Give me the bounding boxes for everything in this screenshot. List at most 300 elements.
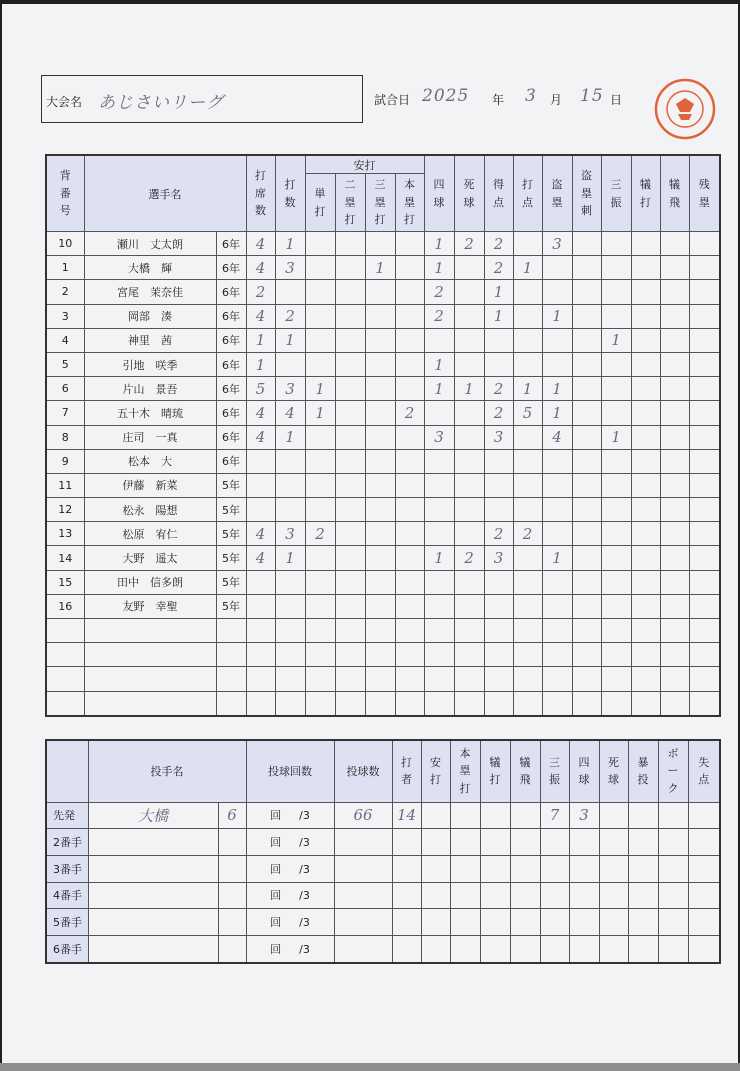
stat-cell[interactable] [631,619,660,643]
stat-cell[interactable] [484,498,513,522]
stat-cell[interactable] [365,498,395,522]
stat-cell[interactable] [601,256,631,280]
stat-cell[interactable] [631,401,660,425]
stat-cell[interactable]: 2 [484,377,513,401]
stat-cell[interactable] [365,522,395,546]
pitch-stat-cell[interactable] [540,855,569,882]
innings-cell[interactable] [246,935,334,962]
pitcher-name[interactable] [88,829,218,856]
pitch-stat-cell[interactable] [510,909,540,936]
stat-cell[interactable] [601,667,631,691]
stat-cell[interactable]: 1 [513,256,542,280]
stat-cell[interactable] [601,352,631,376]
stat-cell[interactable] [335,280,365,304]
stat-cell[interactable] [484,594,513,618]
pitch-stat-cell[interactable]: 7 [540,802,569,829]
stat-cell[interactable] [335,449,365,473]
stat-cell[interactable] [365,377,395,401]
pitch-count[interactable] [334,882,392,909]
pitcher-name[interactable] [88,855,218,882]
stat-cell[interactable] [335,594,365,618]
pitch-stat-cell[interactable] [421,882,450,909]
pitch-count[interactable] [334,935,392,962]
stat-cell[interactable] [542,594,572,618]
stat-cell[interactable]: 3 [424,425,454,449]
stat-cell[interactable] [601,304,631,328]
stat-cell[interactable]: 3 [275,377,305,401]
stat-cell[interactable]: 1 [542,546,572,570]
stat-cell[interactable] [689,691,720,716]
stat-cell[interactable]: 1 [424,256,454,280]
pitch-stat-cell[interactable] [628,909,658,936]
stat-cell[interactable] [660,522,689,546]
stat-cell[interactable] [305,643,335,667]
stat-cell[interactable] [454,570,484,594]
stat-cell[interactable]: 2 [424,280,454,304]
pitch-stat-cell[interactable] [599,882,628,909]
stat-cell[interactable]: 1 [365,256,395,280]
stat-cell[interactable] [542,498,572,522]
stat-cell[interactable] [601,619,631,643]
stat-cell[interactable] [572,570,601,594]
stat-cell[interactable]: 1 [424,377,454,401]
pitch-stat-cell[interactable] [628,882,658,909]
stat-cell[interactable] [365,594,395,618]
stat-cell[interactable] [631,304,660,328]
stat-cell[interactable]: 5 [513,401,542,425]
stat-cell[interactable] [689,594,720,618]
stat-cell[interactable] [660,667,689,691]
innings-cell[interactable] [246,802,334,829]
pitcher-name[interactable]: 大橋 [88,802,218,829]
stat-cell[interactable] [246,473,275,497]
stat-cell[interactable]: 1 [424,352,454,376]
stat-cell[interactable] [601,594,631,618]
stat-cell[interactable] [454,594,484,618]
stat-cell[interactable] [513,425,542,449]
stat-cell[interactable]: 3 [275,522,305,546]
pitcher-number[interactable] [218,909,246,936]
stat-cell[interactable] [335,377,365,401]
stat-cell[interactable] [572,619,601,643]
stat-cell[interactable] [660,232,689,256]
stat-cell[interactable] [689,449,720,473]
pitch-stat-cell[interactable] [658,882,688,909]
stat-cell[interactable] [335,352,365,376]
stat-cell[interactable] [305,256,335,280]
pitcher-number[interactable]: 6 [218,802,246,829]
stat-cell[interactable] [631,522,660,546]
pitch-stat-cell[interactable] [540,882,569,909]
stat-cell[interactable] [335,619,365,643]
pitch-stat-cell[interactable] [450,802,480,829]
stat-cell[interactable] [572,377,601,401]
stat-cell[interactable] [601,473,631,497]
stat-cell[interactable] [572,256,601,280]
stat-cell[interactable] [305,425,335,449]
stat-cell[interactable] [572,498,601,522]
stat-cell[interactable]: 4 [246,256,275,280]
stat-cell[interactable] [335,667,365,691]
pitcher-name[interactable] [88,882,218,909]
stat-cell[interactable] [484,619,513,643]
stat-cell[interactable]: 5 [246,377,275,401]
stat-cell[interactable] [454,643,484,667]
stat-cell[interactable] [365,328,395,352]
pitch-stat-cell[interactable] [480,802,510,829]
stat-cell[interactable] [689,546,720,570]
stat-cell[interactable] [660,377,689,401]
stat-cell[interactable]: 1 [513,377,542,401]
stat-cell[interactable] [335,304,365,328]
pitch-count[interactable] [334,829,392,856]
pitch-stat-cell[interactable] [688,855,720,882]
stat-cell[interactable] [365,570,395,594]
pitcher-number[interactable] [218,829,246,856]
stat-cell[interactable] [660,256,689,280]
stat-cell[interactable] [660,594,689,618]
stat-cell[interactable]: 1 [454,377,484,401]
pitch-stat-cell[interactable] [480,909,510,936]
stat-cell[interactable] [689,498,720,522]
stat-cell[interactable] [601,498,631,522]
pitch-stat-cell[interactable] [421,802,450,829]
stat-cell[interactable] [542,667,572,691]
pitch-stat-cell[interactable] [688,909,720,936]
stat-cell[interactable] [395,570,424,594]
stat-cell[interactable] [275,594,305,618]
stat-cell[interactable] [335,498,365,522]
stat-cell[interactable] [542,473,572,497]
stat-cell[interactable] [424,473,454,497]
pitch-stat-cell[interactable] [658,909,688,936]
pitcher-number[interactable] [218,882,246,909]
stat-cell[interactable] [689,401,720,425]
pitch-stat-cell[interactable] [392,855,421,882]
stat-cell[interactable] [601,280,631,304]
stat-cell[interactable] [424,643,454,667]
stat-cell[interactable] [395,377,424,401]
stat-cell[interactable] [335,570,365,594]
stat-cell[interactable] [542,280,572,304]
stat-cell[interactable]: 4 [542,425,572,449]
stat-cell[interactable] [305,619,335,643]
stat-cell[interactable] [542,691,572,716]
pitch-stat-cell[interactable] [392,909,421,936]
stat-cell[interactable]: 1 [305,377,335,401]
stat-cell[interactable] [572,594,601,618]
stat-cell[interactable] [275,619,305,643]
stat-cell[interactable] [631,667,660,691]
stat-cell[interactable] [454,401,484,425]
pitch-stat-cell[interactable] [450,855,480,882]
stat-cell[interactable] [513,643,542,667]
stat-cell[interactable] [424,619,454,643]
stat-cell[interactable] [660,691,689,716]
stat-cell[interactable] [513,570,542,594]
stat-cell[interactable] [365,449,395,473]
stat-cell[interactable] [395,449,424,473]
stat-cell[interactable]: 1 [542,377,572,401]
pitch-stat-cell[interactable] [392,935,421,962]
stat-cell[interactable] [513,232,542,256]
pitch-stat-cell[interactable] [421,855,450,882]
stat-cell[interactable] [246,643,275,667]
stat-cell[interactable] [335,401,365,425]
stat-cell[interactable] [305,473,335,497]
stat-cell[interactable] [513,691,542,716]
stat-cell[interactable] [395,594,424,618]
stat-cell[interactable] [513,667,542,691]
stat-cell[interactable] [365,643,395,667]
pitch-stat-cell[interactable]: 14 [392,802,421,829]
stat-cell[interactable] [572,691,601,716]
stat-cell[interactable] [660,619,689,643]
stat-cell[interactable] [424,449,454,473]
stat-cell[interactable] [572,232,601,256]
stat-cell[interactable] [454,256,484,280]
stat-cell[interactable]: 3 [484,425,513,449]
innings-cell[interactable] [246,909,334,936]
stat-cell[interactable] [660,570,689,594]
pitch-count[interactable] [334,909,392,936]
stat-cell[interactable] [484,570,513,594]
stat-cell[interactable]: 2 [305,522,335,546]
stat-cell[interactable] [513,619,542,643]
stat-cell[interactable] [424,594,454,618]
stat-cell[interactable]: 2 [246,280,275,304]
stat-cell[interactable] [542,328,572,352]
pitch-stat-cell[interactable] [540,935,569,962]
stat-cell[interactable] [365,691,395,716]
stat-cell[interactable]: 1 [542,401,572,425]
stat-cell[interactable]: 4 [246,232,275,256]
stat-cell[interactable] [601,401,631,425]
pitch-stat-cell[interactable] [569,882,599,909]
stat-cell[interactable] [305,498,335,522]
pitch-stat-cell[interactable] [628,855,658,882]
stat-cell[interactable] [395,546,424,570]
stat-cell[interactable]: 4 [275,401,305,425]
stat-cell[interactable] [395,280,424,304]
stat-cell[interactable] [484,473,513,497]
stat-cell[interactable] [631,232,660,256]
innings-cell[interactable] [246,855,334,882]
stat-cell[interactable] [601,691,631,716]
stat-cell[interactable] [424,401,454,425]
stat-cell[interactable] [305,570,335,594]
stat-cell[interactable] [246,619,275,643]
pitch-stat-cell[interactable] [599,855,628,882]
stat-cell[interactable] [454,619,484,643]
pitch-stat-cell[interactable] [628,935,658,962]
pitcher-name[interactable] [88,909,218,936]
stat-cell[interactable] [365,619,395,643]
pitch-stat-cell[interactable] [450,935,480,962]
pitch-stat-cell[interactable] [688,935,720,962]
stat-cell[interactable] [305,667,335,691]
stat-cell[interactable] [689,328,720,352]
stat-cell[interactable]: 2 [454,232,484,256]
stat-cell[interactable] [424,570,454,594]
stat-cell[interactable]: 4 [246,546,275,570]
stat-cell[interactable]: 2 [513,522,542,546]
stat-cell[interactable] [660,449,689,473]
stat-cell[interactable] [454,328,484,352]
stat-cell[interactable] [275,449,305,473]
stat-cell[interactable] [305,594,335,618]
stat-cell[interactable]: 1 [424,546,454,570]
stat-cell[interactable] [542,570,572,594]
pitch-stat-cell[interactable] [510,935,540,962]
stat-cell[interactable] [275,280,305,304]
stat-cell[interactable] [484,643,513,667]
stat-cell[interactable] [572,643,601,667]
stat-cell[interactable] [275,352,305,376]
stat-cell[interactable] [305,280,335,304]
stat-cell[interactable] [395,643,424,667]
stat-cell[interactable] [660,473,689,497]
pitch-stat-cell[interactable] [480,855,510,882]
pitch-stat-cell[interactable] [510,829,540,856]
stat-cell[interactable] [631,256,660,280]
stat-cell[interactable] [365,425,395,449]
stat-cell[interactable] [395,473,424,497]
stat-cell[interactable] [246,570,275,594]
stat-cell[interactable] [454,473,484,497]
pitch-stat-cell[interactable] [599,802,628,829]
stat-cell[interactable] [305,352,335,376]
stat-cell[interactable]: 1 [424,232,454,256]
pitch-stat-cell[interactable] [599,829,628,856]
stat-cell[interactable] [542,619,572,643]
stat-cell[interactable] [395,232,424,256]
stat-cell[interactable] [572,473,601,497]
stat-cell[interactable] [335,232,365,256]
pitch-stat-cell[interactable] [450,909,480,936]
stat-cell[interactable] [572,328,601,352]
pitch-stat-cell[interactable] [599,909,628,936]
stat-cell[interactable] [542,522,572,546]
stat-cell[interactable]: 2 [484,256,513,280]
stat-cell[interactable] [660,546,689,570]
stat-cell[interactable] [246,498,275,522]
stat-cell[interactable] [631,377,660,401]
stat-cell[interactable]: 2 [275,304,305,328]
stat-cell[interactable] [601,643,631,667]
stat-cell[interactable] [689,425,720,449]
stat-cell[interactable] [631,570,660,594]
stat-cell[interactable] [454,280,484,304]
stat-cell[interactable] [572,304,601,328]
pitch-stat-cell[interactable] [540,909,569,936]
stat-cell[interactable] [601,522,631,546]
stat-cell[interactable]: 2 [424,304,454,328]
stat-cell[interactable]: 1 [246,328,275,352]
stat-cell[interactable] [395,667,424,691]
stat-cell[interactable] [395,498,424,522]
stat-cell[interactable] [275,691,305,716]
stat-cell[interactable] [689,570,720,594]
stat-cell[interactable] [689,377,720,401]
stat-cell[interactable] [305,546,335,570]
stat-cell[interactable] [484,667,513,691]
stat-cell[interactable] [335,328,365,352]
stat-cell[interactable] [454,667,484,691]
stat-cell[interactable] [395,619,424,643]
stat-cell[interactable] [660,280,689,304]
stat-cell[interactable] [513,328,542,352]
stat-cell[interactable] [572,425,601,449]
stat-cell[interactable] [365,280,395,304]
stat-cell[interactable] [335,425,365,449]
stat-cell[interactable]: 2 [395,401,424,425]
pitch-stat-cell[interactable] [510,855,540,882]
stat-cell[interactable] [689,473,720,497]
stat-cell[interactable] [660,643,689,667]
stat-cell[interactable]: 3 [542,232,572,256]
stat-cell[interactable] [275,473,305,497]
stat-cell[interactable] [689,280,720,304]
stat-cell[interactable] [660,425,689,449]
stat-cell[interactable]: 1 [305,401,335,425]
pitch-count[interactable] [334,855,392,882]
stat-cell[interactable] [601,570,631,594]
stat-cell[interactable] [689,304,720,328]
stat-cell[interactable]: 2 [454,546,484,570]
stat-cell[interactable]: 1 [542,304,572,328]
stat-cell[interactable] [275,498,305,522]
stat-cell[interactable] [365,667,395,691]
stat-cell[interactable] [395,691,424,716]
pitch-stat-cell[interactable] [510,882,540,909]
pitch-stat-cell[interactable] [480,882,510,909]
stat-cell[interactable] [631,643,660,667]
stat-cell[interactable] [454,352,484,376]
stat-cell[interactable] [275,643,305,667]
pitch-stat-cell[interactable] [421,909,450,936]
stat-cell[interactable] [631,425,660,449]
stat-cell[interactable] [601,449,631,473]
stat-cell[interactable]: 4 [246,401,275,425]
pitch-stat-cell[interactable] [450,882,480,909]
stat-cell[interactable]: 1 [275,328,305,352]
stat-cell[interactable] [395,304,424,328]
pitch-stat-cell[interactable] [688,802,720,829]
stat-cell[interactable]: 1 [484,280,513,304]
stat-cell[interactable] [275,667,305,691]
stat-cell[interactable]: 1 [275,425,305,449]
pitch-stat-cell[interactable] [658,855,688,882]
stat-cell[interactable] [484,352,513,376]
stat-cell[interactable] [454,425,484,449]
stat-cell[interactable] [601,546,631,570]
stat-cell[interactable] [572,401,601,425]
pitch-stat-cell[interactable] [421,935,450,962]
pitch-stat-cell[interactable] [569,829,599,856]
stat-cell[interactable] [395,256,424,280]
pitch-count[interactable]: 66 [334,802,392,829]
stat-cell[interactable] [542,643,572,667]
stat-cell[interactable] [424,691,454,716]
stat-cell[interactable] [513,594,542,618]
stat-cell[interactable] [513,304,542,328]
pitch-stat-cell[interactable] [421,829,450,856]
pitch-stat-cell[interactable]: 3 [569,802,599,829]
stat-cell[interactable] [395,352,424,376]
stat-cell[interactable] [660,328,689,352]
pitch-stat-cell[interactable] [480,935,510,962]
